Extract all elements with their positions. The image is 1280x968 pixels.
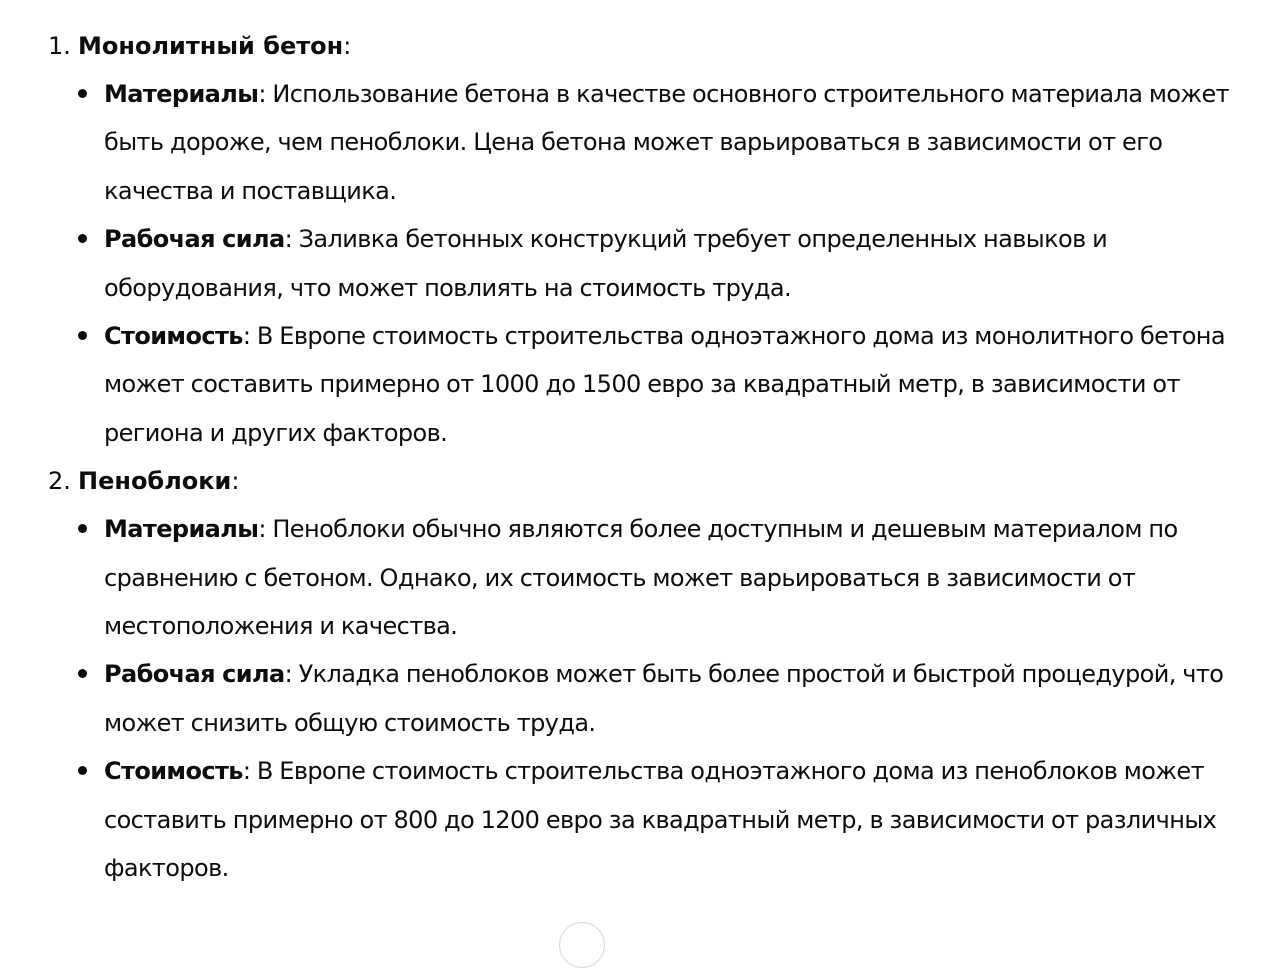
- item-text: : Использование бетона в качестве основного строительного материала может быть дороже, чем пеноблоки. Цена бетона может варьироваться в зависимости от его качества и поставщика.: [104, 80, 1229, 205]
- heading-colon: :: [343, 32, 352, 60]
- list-item: [104, 505, 1229, 650]
- heading-colon: :: [231, 467, 240, 496]
- list-item: [104, 747, 1229, 892]
- section-foam-blocks: [48, 457, 1248, 892]
- item-text: : В Европе стоимость строительства одноэтажного дома из пеноблоков может составить примерно от 800 до 1200 евро за квадратный метр, в зависимости от различных факторов.: [104, 757, 1217, 883]
- item-text: : Укладка пеноблоков может быть более простой и быстрой процедурой, что может снизить общую стоимость труда.: [104, 660, 1224, 737]
- list-number: 1.: [48, 32, 71, 60]
- list-item: [104, 215, 1229, 312]
- item-label: Стоимость: [104, 322, 243, 351]
- section-heading: [48, 22, 1248, 70]
- bullet-icon: [78, 766, 87, 775]
- item-label: Рабочая сила: [104, 225, 285, 254]
- bullet-list: [48, 70, 1248, 457]
- item-label: Материалы: [104, 515, 259, 544]
- bullet-icon: [78, 669, 87, 678]
- item-label: Рабочая сила: [104, 660, 285, 689]
- list-item: [104, 312, 1229, 457]
- bullet-icon: [78, 331, 87, 340]
- bullet-icon: [78, 524, 87, 533]
- list-item: [104, 70, 1229, 215]
- section-title: Монолитный бетон: [78, 32, 344, 60]
- bullet-icon: [78, 89, 87, 98]
- bullet-icon: [78, 234, 87, 243]
- item-label: Материалы: [104, 80, 259, 108]
- list-number: 2.: [48, 467, 71, 496]
- message-content: [48, 22, 1248, 893]
- list-item: [104, 650, 1229, 747]
- scroll-down-button[interactable]: [559, 922, 605, 968]
- section-concrete: [48, 22, 1248, 457]
- item-text: : Заливка бетонных конструкций требует определенных навыков и оборудования, что может повлиять на стоимость труда.: [104, 225, 1108, 302]
- item-text: : В Европе стоимость строительства одноэтажного дома из монолитного бетона может составить примерно от 1000 до 1500 евро за квадратный метр, в зависимости от региона и других факторов.: [104, 322, 1225, 447]
- bullet-list: [48, 505, 1248, 892]
- item-text: : Пеноблоки обычно являются более доступным и дешевым материалом по сравнению с бетоном. Однако, их стоимость может варьироваться в зависимости от местоположения и качества.: [104, 515, 1178, 641]
- section-heading: [48, 457, 1248, 505]
- section-title: Пеноблоки: [78, 467, 232, 496]
- item-label: Стоимость: [104, 757, 243, 786]
